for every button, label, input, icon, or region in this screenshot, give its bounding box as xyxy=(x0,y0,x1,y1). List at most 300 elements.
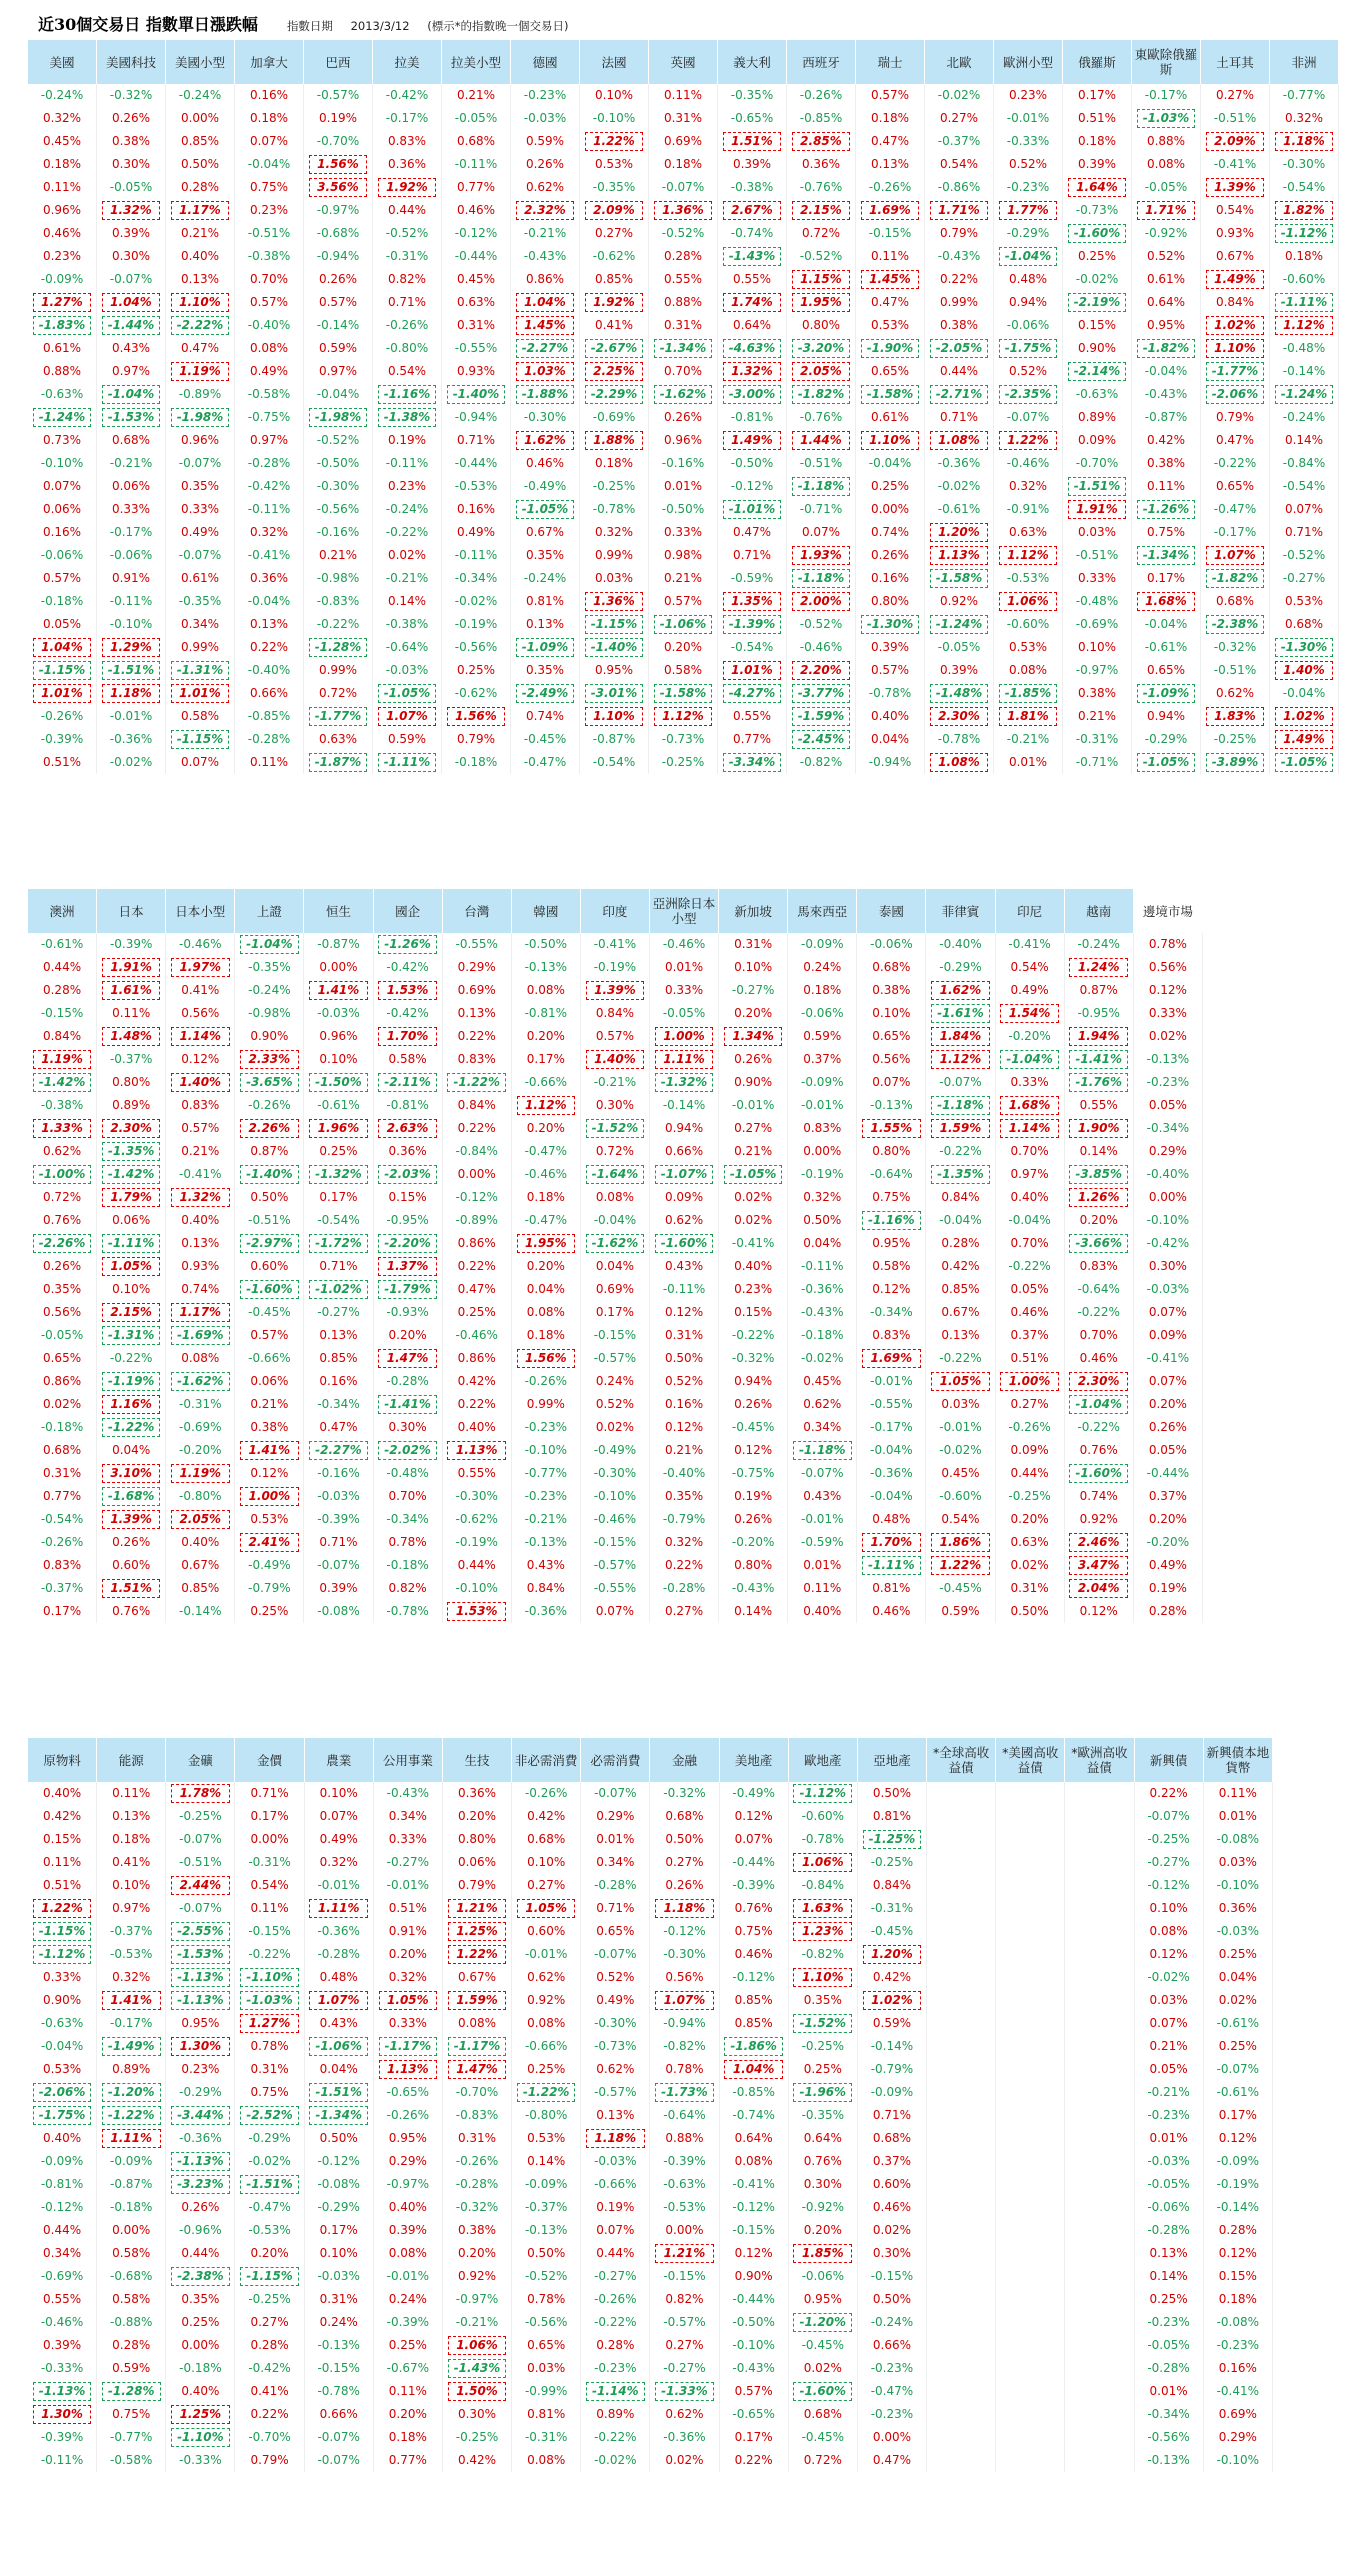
value-cell xyxy=(443,2081,512,2104)
value-cell xyxy=(235,1094,304,1117)
value-cell xyxy=(1135,2173,1204,2196)
value-text: -1.10% xyxy=(171,2428,230,2447)
value-text: 1.11% xyxy=(309,1899,368,1918)
value-text: 0.00% xyxy=(181,2338,220,2352)
value-text: -0.32% xyxy=(1213,640,1257,654)
value-cell xyxy=(649,567,718,590)
value-text: -0.53% xyxy=(663,2200,706,2214)
value-cell xyxy=(580,199,649,222)
value-text: 0.55% xyxy=(663,272,703,286)
value-cell xyxy=(28,429,97,452)
value-text: 0.36% xyxy=(457,1786,497,1800)
value-cell xyxy=(304,360,373,383)
value-text: -1.51% xyxy=(102,661,160,680)
value-text: 0.09% xyxy=(664,1190,704,1204)
value-cell xyxy=(443,1255,512,1278)
value-text: -0.07% xyxy=(1216,2062,1260,2076)
value-cell xyxy=(1201,521,1270,544)
value-cell xyxy=(858,1989,927,2012)
value-text: -1.24% xyxy=(1275,385,1333,404)
value-cell xyxy=(235,222,304,245)
value-cell xyxy=(28,521,97,544)
value-text: 0.00% xyxy=(180,111,220,125)
value-cell xyxy=(1065,2196,1134,2219)
value-cell xyxy=(719,1117,788,1140)
value-text: 0.91% xyxy=(111,571,151,585)
value-text: -0.14% xyxy=(316,318,360,332)
value-text: 1.17% xyxy=(171,1303,230,1322)
value-cell xyxy=(235,728,304,751)
value-cell xyxy=(1065,956,1134,979)
value-cell xyxy=(581,2311,650,2334)
value-cell xyxy=(925,751,994,774)
value-cell xyxy=(1063,291,1132,314)
value-text: -0.64% xyxy=(1077,1282,1120,1296)
value-cell xyxy=(1132,130,1201,153)
value-text: -0.56% xyxy=(454,640,498,654)
value-cell xyxy=(166,1828,235,1851)
value-cell xyxy=(1132,199,1201,222)
value-text: -0.37% xyxy=(109,1052,153,1066)
value-cell xyxy=(443,1828,512,1851)
value-cell xyxy=(649,544,718,567)
value-cell xyxy=(994,751,1063,774)
value-cell xyxy=(994,268,1063,291)
value-text: -1.75% xyxy=(33,2106,92,2125)
value-text: -0.40% xyxy=(662,1466,706,1480)
value-cell xyxy=(97,1416,166,1439)
value-text: 0.15% xyxy=(734,1305,773,1319)
value-cell xyxy=(1065,1851,1134,1874)
value-text: -0.09% xyxy=(801,1075,844,1089)
value-text: 0.60% xyxy=(250,1259,289,1273)
value-text: 0.18% xyxy=(42,157,82,171)
value-text: 0.31% xyxy=(319,2292,358,2306)
value-cell xyxy=(28,1782,97,1805)
value-cell xyxy=(1270,268,1339,291)
value-text: 0.37% xyxy=(872,2154,912,2168)
value-cell xyxy=(927,2035,996,2058)
value-text: 0.40% xyxy=(1010,1190,1049,1204)
value-cell xyxy=(996,1186,1065,1209)
value-cell xyxy=(926,1301,995,1324)
value-cell xyxy=(787,452,856,475)
value-cell xyxy=(1201,682,1270,705)
value-text: 0.74% xyxy=(525,709,565,723)
value-text: -0.13% xyxy=(317,2338,360,2352)
value-cell xyxy=(856,314,925,337)
value-cell xyxy=(235,360,304,383)
value-text: -0.50% xyxy=(732,2315,775,2329)
value-text: 0.47% xyxy=(872,2453,912,2467)
value-text: 0.62% xyxy=(803,1397,842,1411)
value-cell xyxy=(581,2035,650,2058)
value-cell xyxy=(649,521,718,544)
value-cell xyxy=(580,314,649,337)
table-row xyxy=(28,2196,1273,2219)
value-text: -0.98% xyxy=(248,1006,291,1020)
value-text: -0.11% xyxy=(454,548,498,562)
value-text: 0.52% xyxy=(595,1397,634,1411)
value-text: 0.20% xyxy=(457,2246,497,2260)
value-cell xyxy=(650,1966,719,1989)
value-cell xyxy=(650,2357,719,2380)
value-text: -0.52% xyxy=(799,249,843,263)
value-cell xyxy=(926,1025,995,1048)
value-text: 0.26% xyxy=(525,157,565,171)
value-text: 0.67% xyxy=(181,1558,220,1572)
value-text: -0.64% xyxy=(663,2108,706,2122)
value-text: -0.57% xyxy=(594,2085,637,2099)
value-text: 1.41% xyxy=(240,1441,299,1460)
value-cell xyxy=(373,590,442,613)
value-cell xyxy=(28,1002,97,1025)
value-text: 0.09% xyxy=(1148,1328,1187,1342)
value-cell xyxy=(926,1232,995,1255)
value-cell xyxy=(512,1278,581,1301)
value-cell xyxy=(1134,1209,1203,1232)
value-cell xyxy=(97,682,166,705)
value-cell xyxy=(304,1117,373,1140)
value-text: 0.45% xyxy=(803,1374,842,1388)
value-text: -0.35% xyxy=(248,960,291,974)
value-text: -0.22% xyxy=(1008,1259,1051,1273)
value-cell xyxy=(304,406,373,429)
value-cell xyxy=(719,1209,788,1232)
value-text: 0.13% xyxy=(596,2108,635,2122)
value-cell xyxy=(927,1874,996,1897)
column-header: 西班牙 xyxy=(787,40,856,84)
value-cell xyxy=(512,1828,581,1851)
value-cell xyxy=(1270,659,1339,682)
value-cell xyxy=(97,475,166,498)
value-text: 1.93% xyxy=(792,546,850,565)
value-text: 0.53% xyxy=(1008,640,1048,654)
value-text: -1.15% xyxy=(585,615,643,634)
value-text: -0.25% xyxy=(179,1809,222,1823)
value-cell xyxy=(511,429,580,452)
value-cell xyxy=(1132,84,1201,107)
value-text: 0.69% xyxy=(457,983,496,997)
value-text: 0.25% xyxy=(319,1144,358,1158)
value-text: -0.25% xyxy=(661,755,705,769)
value-cell xyxy=(996,2012,1065,2035)
value-text: -1.64% xyxy=(586,1165,645,1184)
value-cell xyxy=(374,979,443,1002)
value-text: -0.80% xyxy=(385,341,429,355)
value-text: 0.08% xyxy=(526,1305,565,1319)
value-text: 0.02% xyxy=(872,2223,912,2237)
value-text: 1.32% xyxy=(723,362,781,381)
value-cell xyxy=(926,1002,995,1025)
value-cell xyxy=(443,2150,512,2173)
table-row xyxy=(28,1255,1203,1278)
value-cell xyxy=(442,498,511,521)
value-cell xyxy=(166,199,235,222)
value-cell xyxy=(996,1002,1065,1025)
value-cell xyxy=(927,1989,996,2012)
value-text: 1.22% xyxy=(448,1945,507,1964)
value-text: -0.32% xyxy=(455,2200,499,2214)
value-text: 0.96% xyxy=(180,433,220,447)
value-cell xyxy=(373,429,442,452)
value-cell xyxy=(996,1232,1065,1255)
value-cell xyxy=(718,590,787,613)
value-text: 1.05% xyxy=(379,1991,438,2010)
value-cell xyxy=(581,1186,650,1209)
value-cell xyxy=(927,2403,996,2426)
value-text: -0.55% xyxy=(455,937,498,951)
value-text: -1.24% xyxy=(930,615,988,634)
value-text: -0.63% xyxy=(40,387,84,401)
value-text: 0.22% xyxy=(457,1121,496,1135)
value-cell xyxy=(1065,1002,1134,1025)
value-text: 0.07% xyxy=(801,525,841,539)
value-text: -0.94% xyxy=(663,2016,706,2030)
value-cell xyxy=(512,1347,581,1370)
value-text: 0.56% xyxy=(665,1970,704,1984)
value-cell xyxy=(443,1025,512,1048)
value-text: -0.66% xyxy=(524,2039,568,2053)
value-text: 0.12% xyxy=(734,2246,773,2260)
value-text: 0.86% xyxy=(525,272,565,286)
value-text: -0.18% xyxy=(801,1328,844,1342)
value-cell xyxy=(994,682,1063,705)
value-cell xyxy=(511,130,580,153)
value-text: 0.33% xyxy=(43,1970,82,1984)
value-cell xyxy=(1134,979,1203,1002)
value-text: -0.23% xyxy=(524,1420,568,1434)
value-text: 0.07% xyxy=(1149,2016,1188,2030)
value-cell xyxy=(1270,314,1339,337)
value-cell xyxy=(166,2449,235,2472)
value-cell xyxy=(925,728,994,751)
value-cell xyxy=(442,84,511,107)
value-text: 0.27% xyxy=(664,1604,704,1618)
value-cell xyxy=(304,933,373,956)
value-text: 0.57% xyxy=(870,663,910,677)
value-text: -0.17% xyxy=(1144,88,1188,102)
value-text: 0.26% xyxy=(111,111,151,125)
value-text: 0.19% xyxy=(1148,1581,1187,1595)
value-cell xyxy=(1270,498,1339,521)
value-text: 0.23% xyxy=(1008,88,1048,102)
value-cell xyxy=(719,1554,788,1577)
value-cell xyxy=(787,314,856,337)
value-text: -0.80% xyxy=(524,2108,568,2122)
value-cell xyxy=(1063,452,1132,475)
value-cell xyxy=(28,1370,97,1393)
value-text: 0.35% xyxy=(525,548,565,562)
value-cell xyxy=(304,1439,373,1462)
value-text: 0.36% xyxy=(249,571,289,585)
value-text: 0.18% xyxy=(803,983,842,997)
value-cell xyxy=(789,2426,858,2449)
value-cell xyxy=(166,956,235,979)
value-cell xyxy=(1201,728,1270,751)
value-text: -0.69% xyxy=(40,2269,84,2283)
value-text: 0.81% xyxy=(525,594,565,608)
value-cell xyxy=(166,933,235,956)
value-cell xyxy=(305,2426,374,2449)
value-text: 0.50% xyxy=(527,2246,566,2260)
value-cell xyxy=(789,2081,858,2104)
value-cell xyxy=(789,2265,858,2288)
value-text: 0.64% xyxy=(803,2131,842,2145)
value-cell xyxy=(581,1439,650,1462)
value-cell xyxy=(166,2012,235,2035)
value-cell xyxy=(28,590,97,613)
value-cell xyxy=(235,1874,304,1897)
value-text: -0.79% xyxy=(662,1512,706,1526)
value-cell xyxy=(857,1301,926,1324)
value-cell xyxy=(650,2403,719,2426)
value-cell xyxy=(720,1828,789,1851)
value-text: -1.12% xyxy=(1275,224,1333,243)
column-header: 拉美 xyxy=(373,40,442,84)
value-cell xyxy=(718,682,787,705)
value-cell xyxy=(511,360,580,383)
value-cell xyxy=(1135,1874,1204,1897)
value-cell xyxy=(373,337,442,360)
value-cell xyxy=(718,728,787,751)
value-text: -0.31% xyxy=(385,249,429,263)
value-cell xyxy=(650,2196,719,2219)
value-text: -3.65% xyxy=(240,1073,299,1092)
value-text: -0.52% xyxy=(799,617,843,631)
value-text: -0.26% xyxy=(524,1786,568,1800)
value-cell xyxy=(443,1117,512,1140)
value-cell xyxy=(305,1851,374,1874)
value-text: 1.41% xyxy=(309,981,368,1000)
value-text: 1.02% xyxy=(1206,316,1264,335)
value-text: -2.11% xyxy=(378,1073,437,1092)
value-text: 0.84% xyxy=(872,1878,912,1892)
value-cell xyxy=(442,659,511,682)
value-text: 1.95% xyxy=(792,293,850,312)
value-text: 0.02% xyxy=(387,548,427,562)
value-cell xyxy=(1135,2265,1204,2288)
value-text: 0.57% xyxy=(42,571,82,585)
value-cell xyxy=(788,1485,857,1508)
value-text: -0.41% xyxy=(732,2177,775,2191)
value-text: 0.83% xyxy=(457,1052,496,1066)
value-cell xyxy=(235,636,304,659)
value-cell xyxy=(166,2150,235,2173)
value-cell xyxy=(996,2334,1065,2357)
value-cell xyxy=(581,1002,650,1025)
value-text: 1.53% xyxy=(378,981,437,1000)
value-cell xyxy=(1134,1186,1203,1209)
value-cell xyxy=(1135,2127,1204,2150)
value-cell xyxy=(1132,636,1201,659)
value-text: 0.05% xyxy=(42,617,82,631)
value-text: 0.99% xyxy=(318,663,358,677)
value-cell xyxy=(443,1805,512,1828)
value-cell xyxy=(927,2081,996,2104)
value-cell xyxy=(28,2219,97,2242)
value-text: 0.38% xyxy=(457,2223,497,2237)
value-cell xyxy=(580,475,649,498)
value-text: 0.02% xyxy=(734,1190,773,1204)
value-cell xyxy=(1065,1071,1134,1094)
value-text: -1.16% xyxy=(378,385,436,404)
value-cell xyxy=(166,2426,235,2449)
value-cell xyxy=(235,1485,304,1508)
value-cell xyxy=(649,107,718,130)
value-cell xyxy=(374,2449,443,2472)
value-text: -0.04% xyxy=(1008,1213,1051,1227)
value-cell xyxy=(235,751,304,774)
value-cell xyxy=(789,1805,858,1828)
value-cell xyxy=(1134,1255,1203,1278)
value-text: 0.22% xyxy=(457,1397,496,1411)
value-cell xyxy=(166,659,235,682)
value-text: 0.68% xyxy=(872,2131,912,2145)
value-text: 0.86% xyxy=(42,1374,82,1388)
value-text: 0.70% xyxy=(663,364,703,378)
value-text: 0.14% xyxy=(1079,1144,1118,1158)
value-cell xyxy=(580,107,649,130)
value-cell xyxy=(97,199,166,222)
table-row xyxy=(28,2127,1273,2150)
value-text: 0.01% xyxy=(1149,2384,1188,2398)
value-cell xyxy=(166,107,235,130)
value-cell xyxy=(166,2334,235,2357)
value-text: -0.71% xyxy=(1075,755,1119,769)
value-cell xyxy=(1201,544,1270,567)
value-text: -0.63% xyxy=(663,2177,706,2191)
value-cell xyxy=(374,1874,443,1897)
value-text: 0.26% xyxy=(734,1052,773,1066)
value-cell xyxy=(1065,2104,1134,2127)
value-text: -0.78% xyxy=(317,2384,360,2398)
value-text: -0.43% xyxy=(937,249,981,263)
value-text: 3.10% xyxy=(102,1464,161,1483)
value-cell xyxy=(580,245,649,268)
value-cell xyxy=(166,682,235,705)
value-cell xyxy=(305,2081,374,2104)
value-cell xyxy=(304,268,373,291)
value-text: 0.62% xyxy=(527,1970,566,1984)
value-cell xyxy=(512,1508,581,1531)
value-cell xyxy=(720,2058,789,2081)
value-cell xyxy=(28,2196,97,2219)
value-cell xyxy=(304,1025,373,1048)
value-cell xyxy=(580,521,649,544)
value-cell xyxy=(650,1897,719,1920)
value-cell xyxy=(373,383,442,406)
value-cell xyxy=(97,2104,166,2127)
value-cell xyxy=(994,383,1063,406)
value-cell xyxy=(305,1966,374,1989)
value-text: -0.09% xyxy=(524,2177,568,2191)
value-text: 1.30% xyxy=(33,2405,92,2424)
value-text: 1.23% xyxy=(793,1922,852,1941)
value-cell xyxy=(373,291,442,314)
value-text: 0.08% xyxy=(1146,157,1186,171)
value-cell xyxy=(28,1255,97,1278)
value-cell xyxy=(787,498,856,521)
value-text: 0.03% xyxy=(1077,525,1117,539)
value-cell xyxy=(580,682,649,705)
value-text: -0.57% xyxy=(593,1351,637,1365)
value-text: 1.06% xyxy=(999,592,1057,611)
value-cell xyxy=(856,245,925,268)
value-cell xyxy=(994,659,1063,682)
value-text: 0.65% xyxy=(1215,479,1255,493)
value-text: -0.97% xyxy=(1075,663,1119,677)
